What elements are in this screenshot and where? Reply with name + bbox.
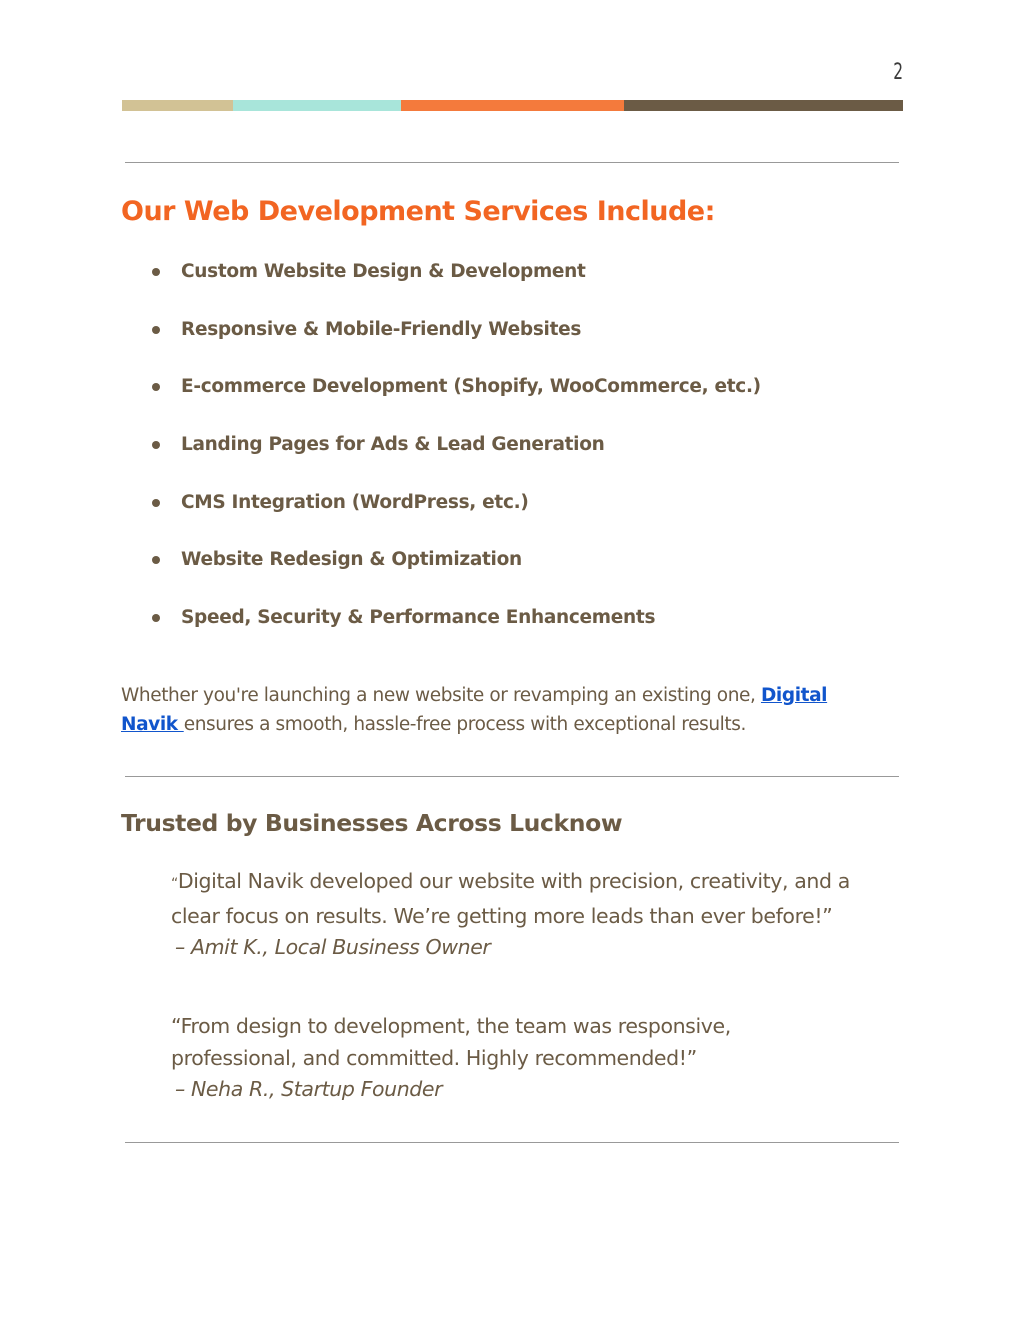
bullet-icon [152, 383, 160, 391]
testimonial-1 [171, 866, 861, 964]
services-list [121, 258, 761, 662]
list-item [121, 258, 761, 316]
decorative-color-bar [122, 100, 903, 111]
open-quote-mark: “ [171, 1014, 181, 1038]
bullet-icon [152, 268, 160, 276]
divider-bottom [125, 1142, 899, 1143]
testimonial-quote-text: Digital Navik developed our website with precision, creativity, and a clear focus on results. We’re getting more leads than ever before!” [171, 869, 850, 928]
intro-paragraph [121, 681, 881, 739]
trusted-heading: Trusted by Businesses Across Lucknow [121, 809, 623, 837]
list-item [121, 373, 761, 431]
bullet-icon [152, 441, 160, 449]
list-item [121, 604, 761, 662]
testimonial-quote [171, 1011, 861, 1074]
testimonial-attribution: – Neha R., Startup Founder [175, 1077, 443, 1101]
intro-text-before: Whether you're launching a new website or revamping an existing one, [121, 685, 761, 706]
list-item [121, 546, 761, 604]
open-quote-mark: “ [171, 876, 178, 892]
color-bar-segment-mint [233, 100, 401, 111]
testimonial-quote [171, 866, 861, 932]
testimonial-2 [171, 1011, 861, 1106]
service-label: CMS Integration (WordPress, etc.) [181, 491, 529, 513]
divider-middle [125, 776, 899, 777]
color-bar-segment-tan [122, 100, 233, 111]
digital-navik-link[interactable]: Digital Navik [121, 685, 828, 735]
intro-text-after: ensures a smooth, hassle-free process with exceptional results. [183, 714, 746, 735]
list-item [121, 431, 761, 489]
list-item [121, 316, 761, 374]
service-label: Speed, Security & Performance Enhancements [181, 607, 656, 629]
service-label: Custom Website Design & Development [181, 261, 586, 282]
page-number: 2 [893, 60, 903, 85]
color-bar-segment-orange [401, 100, 624, 111]
service-label: Website Redesign & Optimization [181, 549, 522, 571]
testimonial-quote-text: From design to development, the team was responsive, professional, and committed. Highly recommended!” [171, 1014, 731, 1070]
service-label: Responsive & Mobile-Friendly Websites [181, 318, 582, 340]
color-bar-segment-brown [624, 100, 903, 111]
list-item [121, 489, 761, 547]
services-heading: Our Web Development Services Include: [121, 196, 715, 227]
service-label: Landing Pages for Ads & Lead Generation [181, 434, 605, 456]
divider-top [125, 162, 899, 163]
bullet-icon [152, 326, 160, 334]
service-label: E-commerce Development (Shopify, WooCommerce, etc.) [181, 376, 761, 398]
bullet-icon [152, 499, 160, 507]
testimonial-attribution: – Amit K., Local Business Owner [175, 935, 491, 959]
bullet-icon [152, 556, 160, 564]
bullet-icon [152, 614, 160, 622]
